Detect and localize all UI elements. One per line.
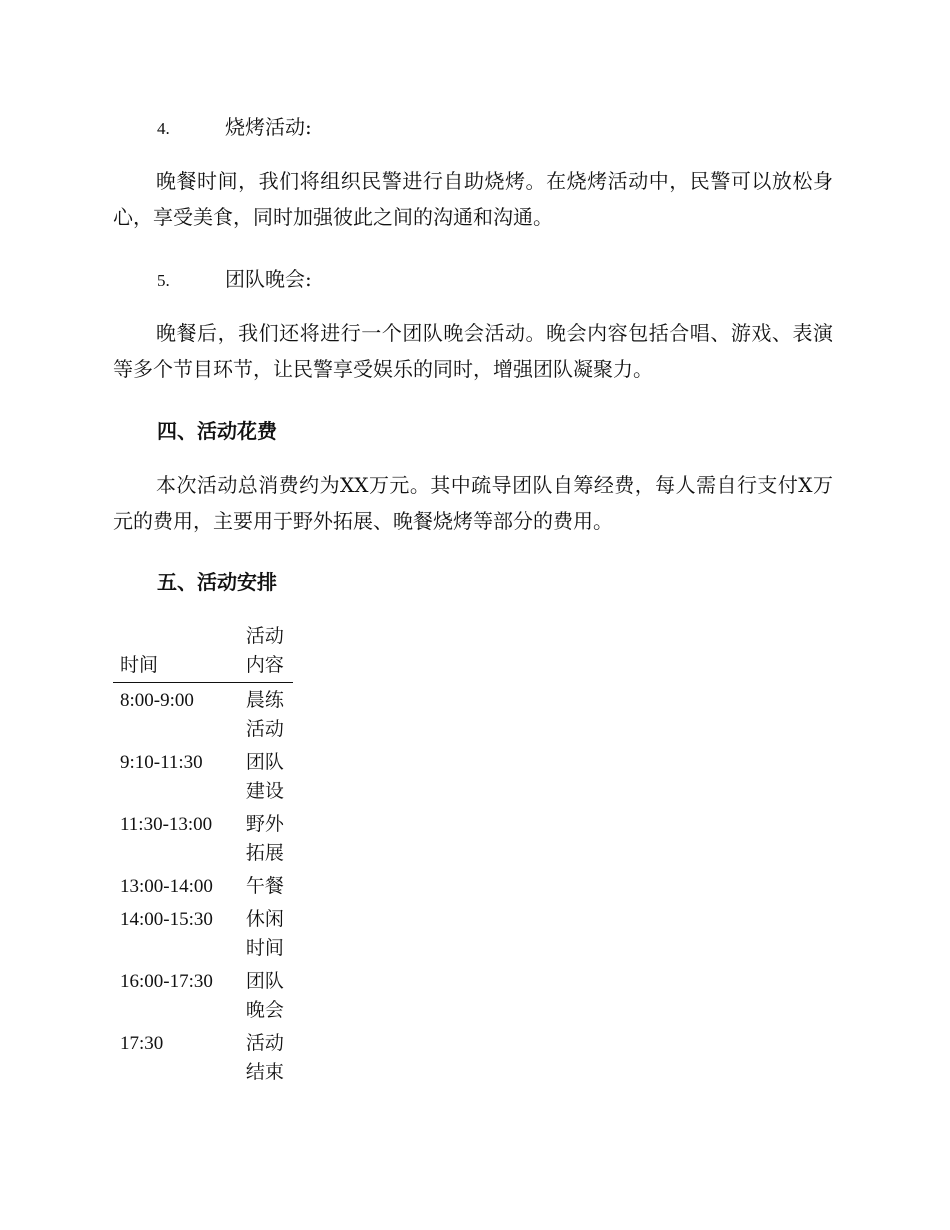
section-heading-schedule: 五、活动安排 [157,570,277,594]
paragraph-party: 晚餐后，我们还将进行一个团队晚会活动。晚会内容包括合唱、游戏、表演等多个节目环节，让民警享受娱乐的同时，增强团队凝聚力。 [113,321,833,381]
section-heading-cost: 四、活动花费 [157,419,277,443]
table-row [113,967,293,1029]
header-activity: 活动内容 [245,625,284,676]
cell-time: 13:00-14:00 [120,876,213,897]
table-row [113,748,293,810]
paragraph-cost: 本次活动总消费约为XX万元。其中疏导团队自筹经费，每人需自行支付X万元的费用，主要用于野外拓展、晚餐烧烤等部分的费用。 [113,473,833,533]
table-row [113,872,293,905]
list-item-bbq [157,112,312,144]
cell-activity: 午餐 [245,875,284,897]
cell-activity: 团队建设 [245,751,284,802]
list-number: 5. [157,271,170,290]
cell-activity: 团队晚会 [245,970,284,1021]
schedule-table [113,622,293,1091]
table-row [113,810,293,872]
cell-activity: 活动结束 [245,1032,284,1083]
table-row [113,683,293,749]
cell-activity: 野外拓展 [245,813,284,864]
paragraph-bbq: 晚餐时间，我们将组织民警进行自助烧烤。在烧烤活动中，民警可以放松身心，享受美食，同时加强彼此之间的沟通和沟通。 [113,169,833,229]
cell-time: 16:00-17:30 [120,971,213,992]
list-item-party [157,264,312,296]
cell-activity: 晨练活动 [245,689,284,740]
cell-time: 14:00-15:30 [120,909,213,930]
list-title: 烧烤活动: [225,115,312,139]
cell-time: 17:30 [120,1033,164,1054]
cell-time: 11:30-13:00 [120,814,213,835]
table-row [113,1029,293,1091]
cell-activity: 休闲时间 [245,908,284,959]
table-row [113,905,293,967]
cell-time: 9:10-11:30 [120,752,203,773]
list-title: 团队晚会: [225,267,312,291]
header-time: 时间 [120,654,159,676]
table-header-row [113,622,293,683]
list-number: 4. [157,119,170,138]
cell-time: 8:00-9:00 [120,690,194,711]
